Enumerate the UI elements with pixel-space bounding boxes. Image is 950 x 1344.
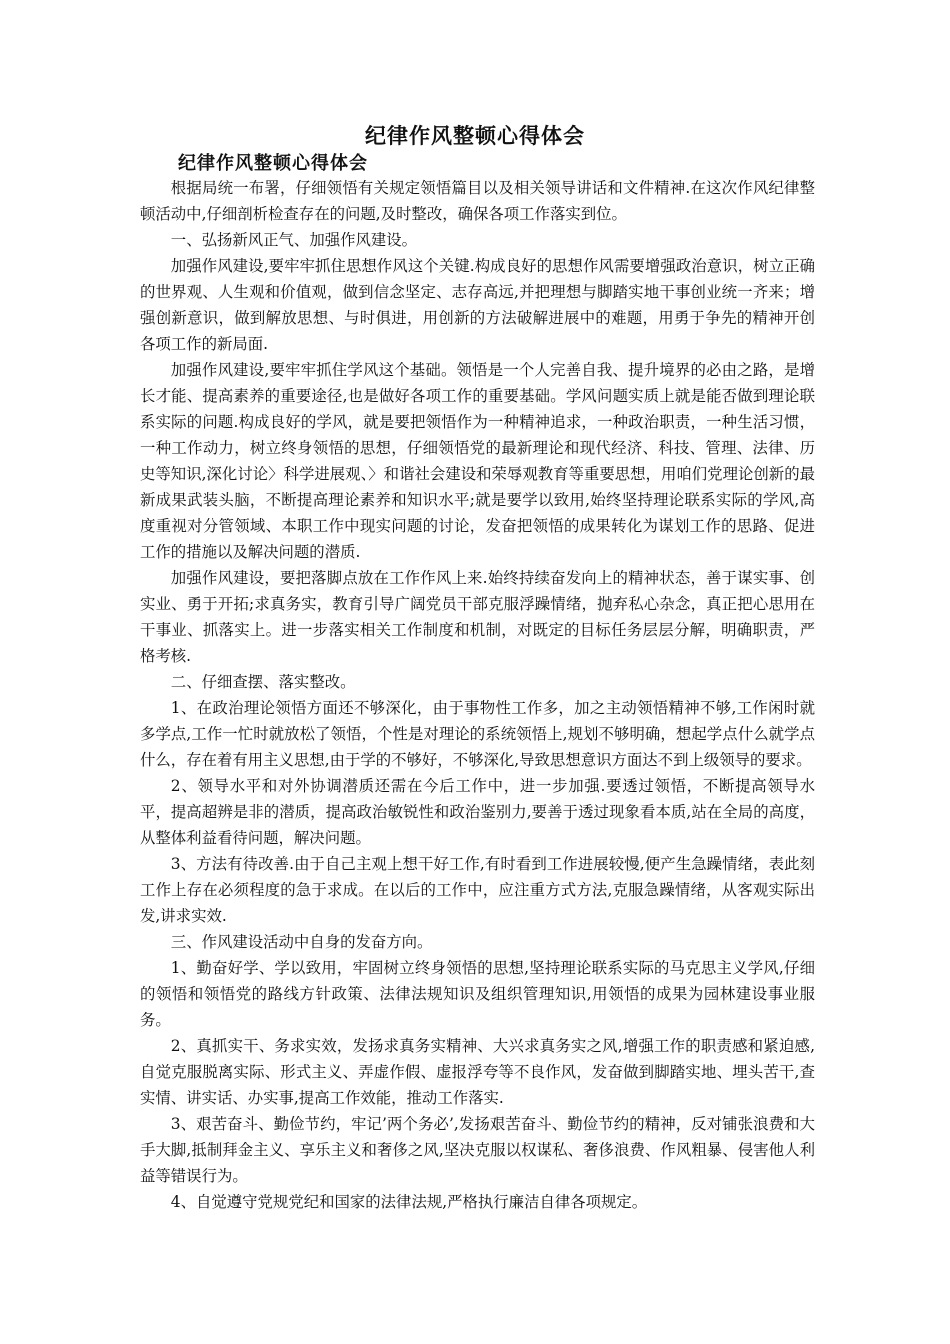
paragraph-intro: 根据局统一布署，仔细领悟有关规定领悟篇目以及相关领导讲话和文件精神.在这次作风纪律整顿活动中,仔细剖析检查存在的问题,及时整改，确保各项工作落实到位。	[140, 179, 815, 223]
paragraph: 3、方法有待改善.由于自己主观上想干好工作,有时看到工作进展较慢,便产生急躁情绪，表此刻工作上存在必须程度的急于求成。在以后的工作中，应注重方式方法,克服急躁情绪，从客观实际出发,讲求实效.	[140, 855, 815, 925]
paragraph: 3、艰苦奋斗、勤俭节约，牢记’两个务必’,发扬艰苦奋斗、勤俭节约的精神，反对铺张浪费和大手大脚,抵制拜金主义、享乐主义和奢侈之风,坚决克服以权谋私、奢侈浪费、作风粗暴、侵害他人利益等错误行为。	[140, 1115, 815, 1185]
section-heading-2: 二、仔细查摆、落实整改。	[170, 673, 356, 691]
document-title: 纪律作风整顿心得体会	[365, 124, 585, 148]
paragraph: 2、领导水平和对外协调潜质还需在今后工作中，进一步加强.要透过领悟，不断提高领导水平，提高超辨是非的潜质，提高政治敏锐性和政治鉴别力,要善于透过现象看本质,站在全局的高度，从整体利益看待问题，解决问题。	[140, 777, 815, 847]
document-body	[140, 175, 815, 1215]
paragraph: 加强作风建设，要把落脚点放在工作作风上来.始终持续奋发向上的精神状态，善于谋实事、创实业、勇于开拓;求真务实，教育引导广阔党员干部克服浮躁情绪，抛弃私心杂念，真正把心思用在干事业、抓落实上。进一步落实相关工作制度和机制，对既定的目标任务层层分解，明确职责，严格考核.	[140, 569, 815, 665]
paragraph: 1、在政治理论领悟方面还不够深化，由于事物性工作多，加之主动领悟精神不够,工作闲时就多学点,工作一忙时就放松了领悟，个性是对理论的系统领悟上,规划不够明确，想起学点什么就学点什么，存在着有用主义思想,由于学的不够好，不够深化,导致思想意识方面达不到上级领导的要求。	[140, 699, 815, 769]
document-subtitle: 纪律作风整顿心得体会	[178, 153, 368, 174]
paragraph: 4、自觉遵守党规党纪和国家的法律法规,严格执行廉洁自律各项规定。	[170, 1193, 648, 1211]
section-heading-3: 三、作风建设活动中自身的发奋方向。	[170, 933, 433, 951]
paragraph: 2、真抓实干、务求实效，发扬求真务实精神、大兴求真务实之风,增强工作的职责感和紧迫感,自觉克服脱离实际、形式主义、弄虚作假、虚报浮夸等不良作风，发奋做到脚踏实地、埋头苦干,查实情、讲实话、办实事,提高工作效能，推动工作落实.	[140, 1037, 815, 1107]
paragraph: 加强作风建设,要牢牢抓住思想作风这个关键.构成良好的思想作风需要增强政治意识，树立正确的世界观、人生观和价值观，做到信念坚定、志存高远,并把理想与脚踏实地干事创业统一齐来；增强创新意识，做到解放思想、与时俱进，用创新的方法破解进展中的难题，用勇于争先的精神开创各项工作的新局面.	[140, 257, 815, 353]
paragraph: 1、勤奋好学、学以致用，牢固树立终身领悟的思想,坚持理论联系实际的马克思主义学风,仔细的领悟和领悟党的路线方针政策、法律法规知识及组织管理知识,用领悟的成果为园林建设事业服务。	[140, 959, 815, 1029]
section-heading-1: 一、弘扬新风正气、加强作风建设。	[170, 231, 418, 249]
paragraph: 加强作风建设,要牢牢抓住学风这个基础。领悟是一个人完善自我、提升境界的必由之路，是增长才能、提高素养的重要途径,也是做好各项工作的重要基础。学风问题实质上就是能否做到理论联系实际的问题.构成良好的学风，就是要把领悟作为一种精神追求，一种政治职责，一种生活习惯，一种工作动力，树立终身领悟的思想，仔细领悟党的最新理论和现代经济、科技、管理、法律、历史等知识,深化讨论〉科学进展观、〉和谐社会建设和荣辱观教育等重要思想，用咱们党理论创新的最新成果武装头脑，不断提高理论素养和知识水平;就是要学以致用,始终坚持理论联系实际的学风,高度重视对分管领域、本职工作中现实问题的讨论，发奋把领悟的成果转化为谋划工作的思路、促进工作的措施以及解决问题的潜质.	[140, 361, 815, 561]
